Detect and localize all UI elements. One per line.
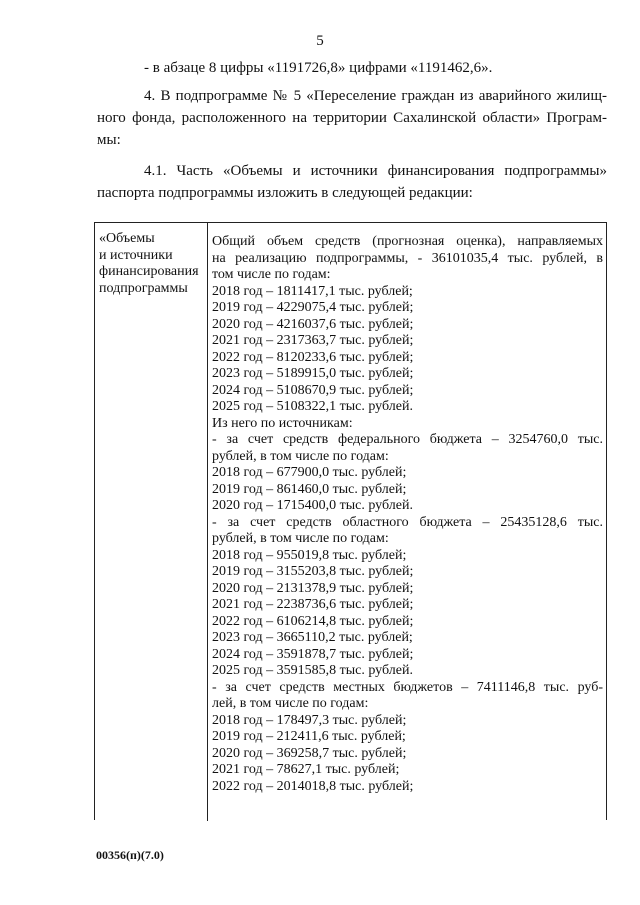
table-content-line: 2025 год – 5108322,1 тыс. рублей. bbox=[212, 399, 413, 414]
table-content-line: 2019 год – 4229075,4 тыс. рублей; bbox=[212, 300, 414, 315]
page-number: 5 bbox=[316, 33, 324, 49]
table-content-line: 2020 год – 369258,7 тыс. рублей; bbox=[212, 745, 407, 761]
funding-passport-table bbox=[94, 222, 607, 820]
table-content-line: 2021 год – 78627,1 тыс. рублей; bbox=[212, 762, 400, 777]
table-content-line: 2018 год – 1811417,1 тыс. рублей; bbox=[212, 283, 413, 299]
table-content-line: 2022 год – 6106214,8 тыс. рублей; bbox=[212, 613, 414, 629]
table-content-line: 2022 год – 8120233,6 тыс. рублей; bbox=[212, 349, 414, 365]
table-content-line: 2025 год – 3591585,8 тыс. рублей. bbox=[212, 663, 413, 678]
paragraph-part-4-1 bbox=[97, 160, 607, 204]
table-content-line: 2023 год – 5189915,0 тыс. рублей; bbox=[212, 366, 414, 381]
paragraph-subprogram-5 bbox=[97, 85, 607, 151]
paragraph-line: паспорта подпрограммы изложить в следующей редакции: bbox=[97, 185, 473, 201]
table-content-line: 2018 год – 677900,0 тыс. рублей; bbox=[212, 465, 407, 480]
document-code: 00356(п)(7.0) bbox=[96, 848, 164, 862]
table-content-line: 2021 год – 2317363,7 тыс. рублей; bbox=[212, 333, 414, 348]
table-content-line: 2019 год – 3155203,8 тыс. рублей; bbox=[212, 564, 414, 579]
table-label-cell bbox=[95, 223, 208, 821]
table-content-line: 2020 год – 1715400,0 тыс. рублей. bbox=[212, 498, 413, 513]
table-content-line: 2019 год – 861460,0 тыс. рублей; bbox=[212, 481, 407, 497]
table-label-line: подпрограммы bbox=[99, 280, 188, 296]
table-content-line: рублей, в том числе по годам: bbox=[212, 448, 389, 464]
paragraph-line: мы: bbox=[97, 132, 121, 148]
table-content-line: - за счет средств областного бюджета – 25435128,6 тыс. bbox=[212, 514, 603, 530]
table-content-line: 2018 год – 178497,3 тыс. рублей; bbox=[212, 712, 407, 728]
table-content-line: том числе по годам: bbox=[212, 267, 331, 282]
paragraph-line: 4. В подпрограмме № 5 «Переселение граждан из аварийного жилищ- bbox=[144, 88, 607, 104]
table-content-line: 2022 год – 2014018,8 тыс. рублей; bbox=[212, 778, 414, 794]
table-content-line: - за счет средств федерального бюджета – 3254760,0 тыс. bbox=[212, 432, 603, 447]
table-content-line: 2020 год – 2131378,9 тыс. рублей; bbox=[212, 580, 414, 596]
table-content-line: 2021 год – 2238736,6 тыс. рублей; bbox=[212, 597, 414, 612]
table-content-line: рублей, в том числе по годам: bbox=[212, 531, 389, 546]
table-content-line: 2019 год – 212411,6 тыс. рублей; bbox=[212, 729, 406, 744]
table-label-line: «Объемы bbox=[99, 231, 155, 246]
table-label-line: финансирования bbox=[99, 264, 199, 279]
table-content-line: Из него по источникам: bbox=[212, 415, 353, 431]
table-content-line: Общий объем средств (прогнозная оценка), направляемых bbox=[212, 234, 603, 249]
table-content-line: 2024 год – 3591878,7 тыс. рублей; bbox=[212, 646, 414, 662]
table-content-line: на реализацию подпрограммы, - 36101035,4 тыс. рублей, в bbox=[212, 250, 603, 266]
table-label-line: и источники bbox=[99, 247, 173, 263]
table-content-line: 2018 год – 955019,8 тыс. рублей; bbox=[212, 547, 407, 563]
paragraph-amendment-abzac-8 bbox=[97, 57, 607, 79]
table-content-cell bbox=[208, 223, 606, 821]
table-content-line: 2024 год – 5108670,9 тыс. рублей; bbox=[212, 382, 414, 398]
paragraph-line: 4.1. Часть «Объемы и источники финансирования подпрограммы» bbox=[144, 163, 607, 179]
table-content-line: 2020 год – 4216037,6 тыс. рублей; bbox=[212, 316, 414, 332]
table-content-line: лей, в том числе по годам: bbox=[212, 696, 369, 711]
table-content-line: 2023 год – 3665110,2 тыс. рублей; bbox=[212, 630, 413, 645]
paragraph-line: ного фонда, расположенного на территории Сахалинской области» Програм- bbox=[97, 110, 607, 126]
paragraph-line: - в абзаце 8 цифры «1191726,8» цифрами «1191462,6». bbox=[144, 60, 493, 76]
table-content-line: - за счет средств местных бюджетов – 7411146,8 тыс. руб- bbox=[212, 679, 603, 695]
